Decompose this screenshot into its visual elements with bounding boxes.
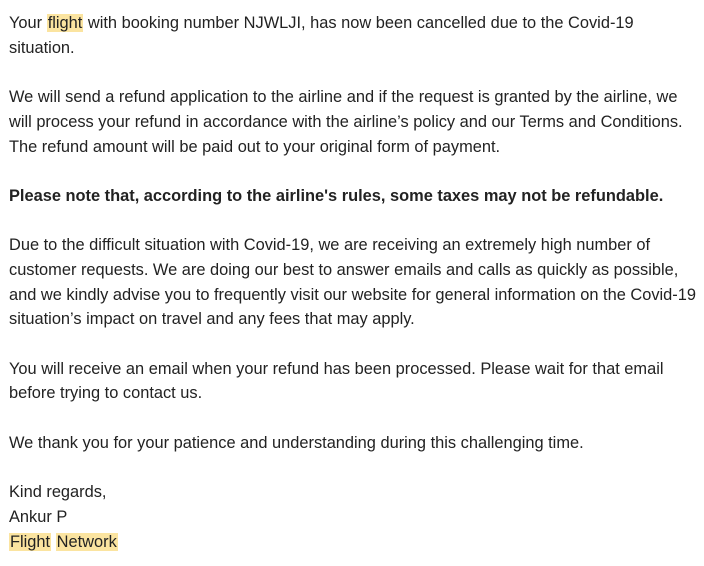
processing-paragraph: You will receive an email when your refund has been processed. Please wait for that email before trying to contact us. [9,359,664,403]
cancellation-paragraph [9,11,699,60]
taxes-notice: Please note that, according to the airline's rules, some taxes may not be refundable. [9,186,664,205]
thanks-paragraph: We thank you for your patience and understanding during this challenging time. [9,433,584,452]
cancellation-suffix: with booking number NJWLJI, has now been cancelled due to the Covid-19 situation. [9,14,634,57]
refund-paragraph: We will send a refund application to the airline and if the request is granted by the airline, we will process your refund in accordance with the airline’s policy and our Terms and Conditions. The refund amount will be paid out to your original form of payment. [9,88,683,156]
company-word-flight: Flight [10,532,51,551]
signature-closing: Kind regards, [9,483,107,502]
signature [9,480,699,554]
signature-name: Ankur P [9,507,68,526]
signature-company [9,530,699,555]
flight-highlight: flight [47,14,83,32]
email-body [9,11,699,554]
covid-paragraph: Due to the difficult situation with Covid-19, we are receiving an extremely high number of customer requests. We are doing our best to answer emails and calls as quickly as possible, and we kindly advise you to frequently visit our website for general information on the Covid-19 situation’s impact on travel and any fees that may apply. [9,236,696,329]
company-word-network: Network [56,532,117,551]
cancellation-prefix: Your [9,14,43,32]
